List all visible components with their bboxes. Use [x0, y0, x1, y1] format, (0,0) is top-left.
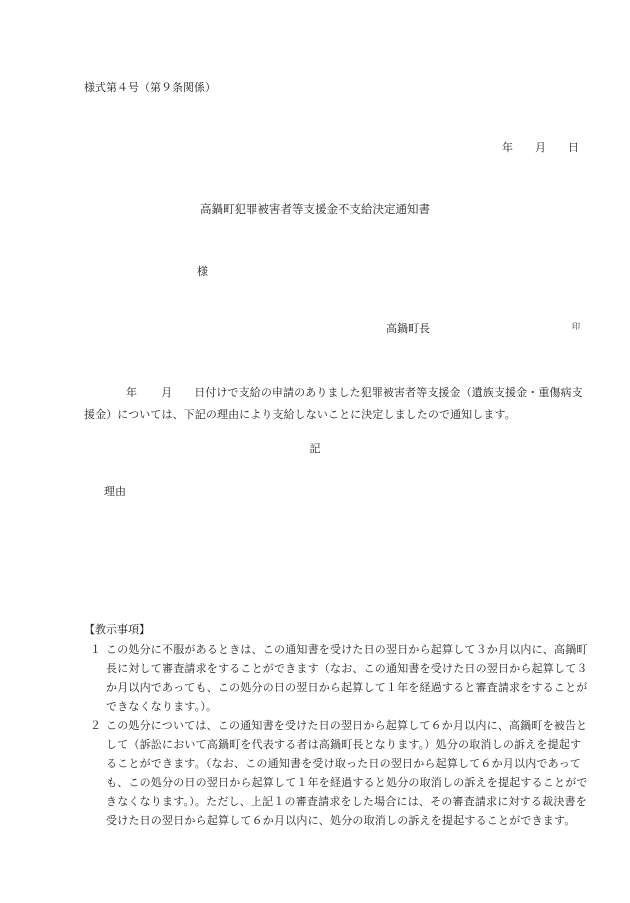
addressee: 様 — [197, 265, 208, 278]
body-text: 日付けで支給の申請のありました犯罪被害者等支援金（遺族支援金・重傷病支援金）については、下記の理由により支給しないことに決定しましたので通知します。 — [84, 386, 583, 421]
reason-label: 理由 — [104, 485, 126, 498]
form-label: 様式第４号（第９条関係） — [84, 81, 216, 94]
seal-mark: 印 — [572, 322, 580, 331]
body-year: 年 — [126, 386, 138, 399]
document-title: 高鍋町犯罪被害者等支援金不支給決定通知書 — [200, 202, 430, 216]
date-day: 日 — [568, 141, 579, 154]
notice-item-text: この処分については、この通知書を受けた日の翌日から起算して６か月以内に、高鍋町を被告として（訴訟において高鍋町を代表する者は高鍋町長となります。）処分の取消しの訴えを提起することができます。（なお、この通知書を受け取った日の翌日から起算して６か月以内であっても、この処分の日の翌日から起算して１年を経過すると処分の取消しの訴えを提起することができなくなります。）。ただし、上記１の審査請求をした場合には、その審査請求に対する裁決書を受けた日の翌日から起算して６か月以内に、処分の取消しの訴えを提起することができます。 — [106, 719, 588, 827]
body-month: 月 — [161, 386, 173, 399]
ki-heading: 記 — [309, 442, 321, 455]
notice-item-number: １ — [90, 643, 102, 656]
date-year: 年 — [502, 141, 513, 154]
notification-body — [84, 382, 588, 426]
date-month: 月 — [535, 141, 546, 154]
notice-list — [90, 640, 590, 830]
issuer-name: 高鍋町長 — [386, 322, 430, 335]
notice-item — [90, 716, 590, 830]
issue-date — [502, 142, 579, 153]
notice-item — [90, 640, 590, 716]
notice-item-text: この処分に不服があるときは、この通知書を受けた日の翌日から起算して３か月以内に、高鍋町長に対して審査請求をすることができます（なお、この通知書を受けた日の翌日から起算して３か月以内であっても、この処分の日の翌日から起算して１年を経過すると審査請求をすることができなくなります。）。 — [106, 643, 588, 713]
notice-header: 【教示事項】 — [84, 623, 150, 636]
notice-item-number: ２ — [90, 719, 102, 732]
